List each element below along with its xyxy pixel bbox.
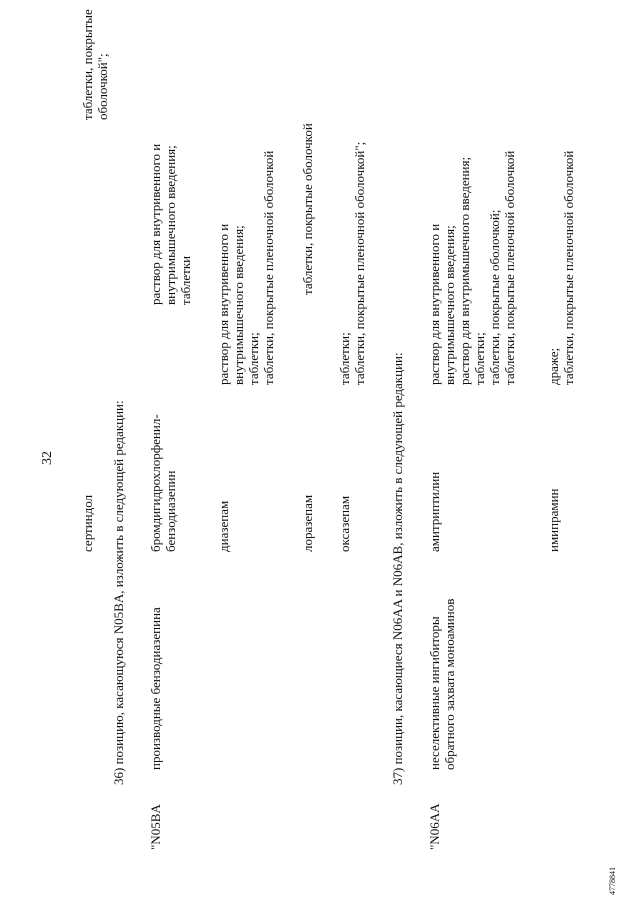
atc-code-n05ba: "N05BA: [148, 804, 163, 850]
drug-name-imipramine: имипрамин: [546, 488, 561, 552]
drug-name-amitriptyline: амитриптилин: [427, 471, 442, 552]
dosage-form-bromdihydro: раствор для внутривенного и внутримышечного введения; таблетки: [148, 143, 193, 305]
dosage-form-sertindol: таблетки, покрытые оболочкой";: [80, 9, 110, 120]
page-number: 32: [40, 451, 55, 465]
dosage-form-lorazepam: таблетки, покрытые оболочкой: [300, 123, 315, 295]
drug-name-bromdihydro: бромдигидрохлорфенил- бензодиазепин: [148, 414, 178, 552]
section-36-title: 36) позицию, касающуюся N05BA, изложить в следующей редакции:: [111, 400, 126, 785]
dosage-form-amitriptyline: раствор для внутривенного и внутримышечного введения; раствор для внутримышечного введения; таблетки; таблетки, покрытые оболочкой; таблетки, покрытые пленочной оболочкой: [427, 150, 517, 385]
drug-name-lorazepam: лоразепам: [300, 494, 315, 552]
drug-name-sertindol: сертиндол: [80, 494, 95, 552]
document-id: 4778841: [608, 867, 617, 895]
drug-name-oxazepam: оксазепам: [337, 495, 352, 552]
atc-code-n06aa: "N06AA: [427, 803, 442, 850]
section-37-title: 37) позиции, касающиеся N06AA и N06AB, изложить в следующей редакции:: [390, 352, 405, 785]
dosage-form-diazepam: раствор для внутривенного и внутримышечного введения; таблетки; таблетки, покрытые пленочной оболочкой: [216, 150, 276, 385]
drug-name-diazepam: диазепам: [216, 500, 231, 552]
dosage-form-imipramine: драже; таблетки, покрытые пленочной оболочкой: [546, 150, 576, 385]
group-name-n06aa: неселективные ингибиторы обратного захвата моноаминов: [427, 598, 457, 770]
group-name-n05ba: производные бензодиазепина: [148, 607, 163, 770]
dosage-form-oxazepam: таблетки; таблетки, покрытые пленочной оболочкой";: [337, 141, 367, 385]
